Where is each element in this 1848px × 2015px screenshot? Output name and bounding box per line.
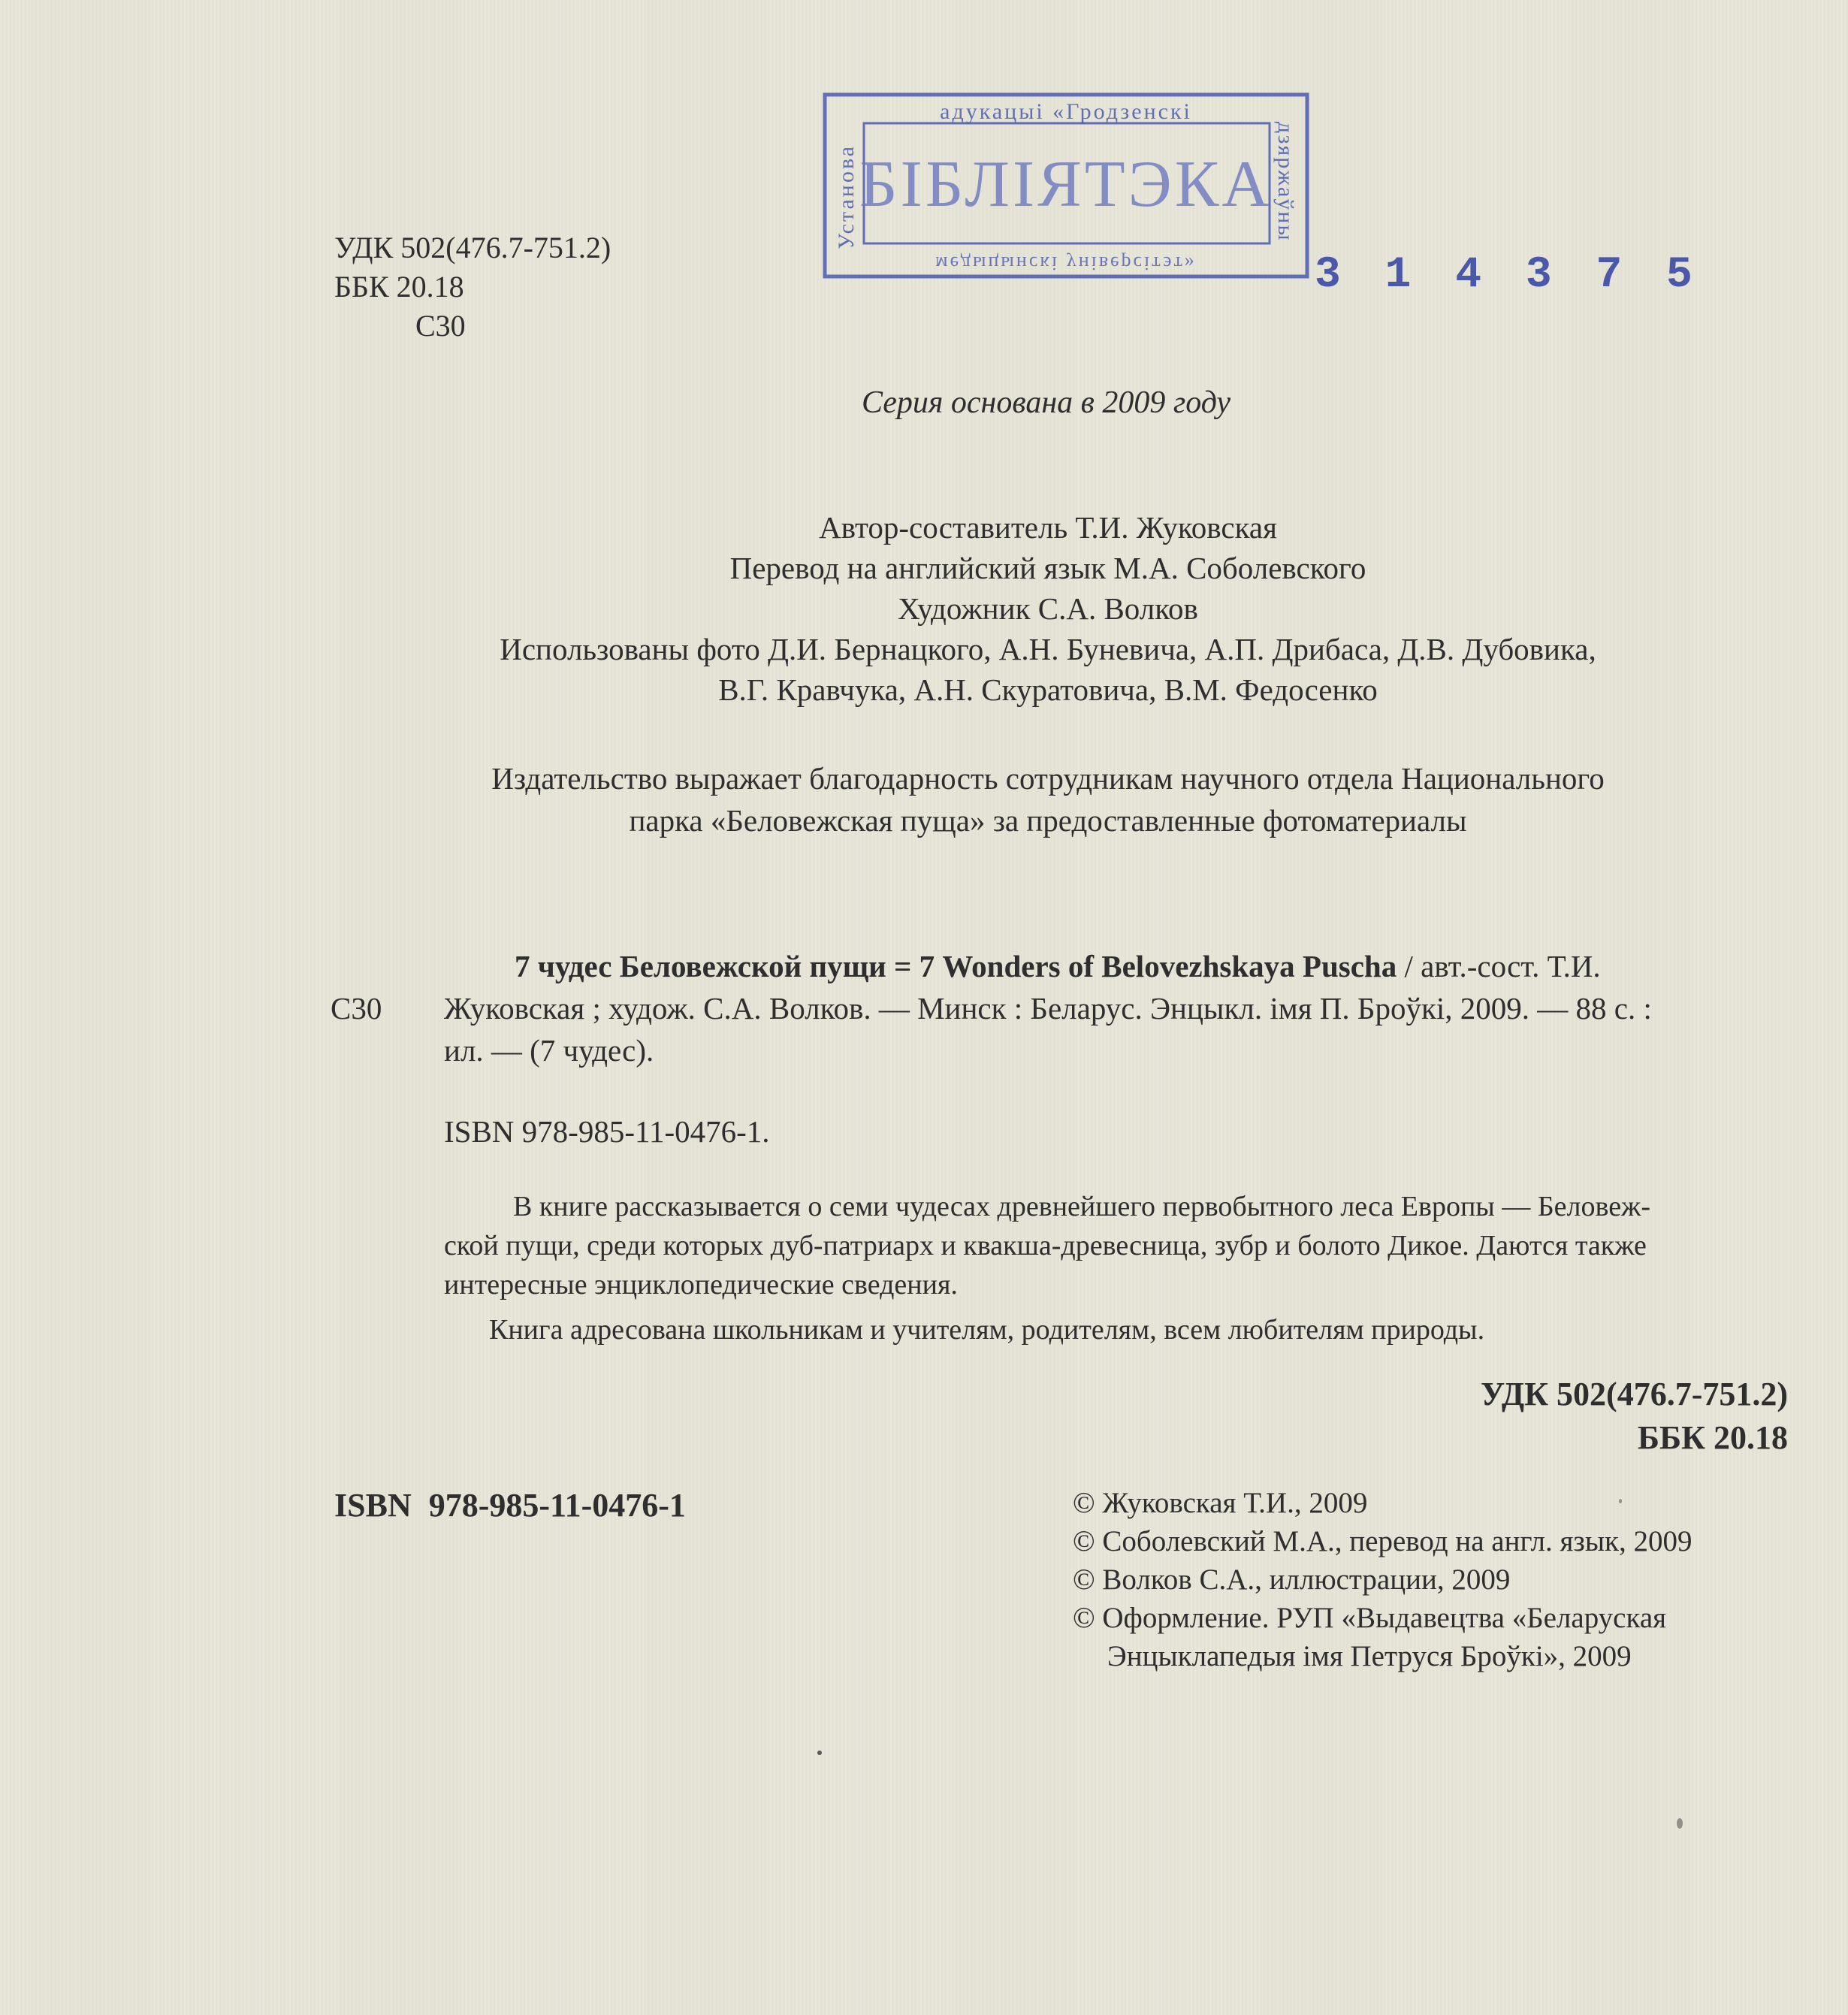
author-mark-top: С30	[415, 309, 466, 343]
credits-block	[331, 507, 1765, 710]
annotation	[444, 1187, 1789, 1349]
credit-line: В.Г. Кравчука, А.Н. Скуратовича, В.М. Федосенко	[718, 672, 1378, 707]
isbn-bottom: ISBN 978-985-11-0476-1	[334, 1487, 686, 1524]
library-stamp	[822, 92, 1310, 279]
paper-speck	[817, 1751, 822, 1755]
stamp-top-text: адукацыі «Гродзенскі	[940, 99, 1192, 124]
copyright-line: Энцыклапедыя імя Петруся Броўкі», 2009	[1107, 1640, 1632, 1672]
annotation-line: ской пущи, среди которых дуб-патриарх и квакша-древесница, зубр и болото Дикое. Даются также	[444, 1230, 1647, 1261]
bibliographic-record	[444, 945, 1789, 1071]
stamp-bottom-text: медыцынскі універсітэт»	[935, 252, 1197, 274]
series-note: Серия основана в 2009 году	[861, 385, 1231, 420]
author-mark: С30	[331, 991, 382, 1026]
copyright-line: © Соболевский М.А., перевод на англ. язык, 2009	[1073, 1525, 1692, 1557]
copyright-block	[1073, 1484, 1692, 1675]
credit-line: Автор-составитель Т.И. Жуковская	[819, 510, 1277, 545]
book-title: 7 чудес Беловежской пущи = 7 Wonders of Belovezhskaya Puscha	[515, 949, 1397, 983]
stamp-center-text: БІБЛІЯТЭКА	[859, 148, 1273, 221]
stamp-left-text: Установа	[834, 144, 859, 249]
acknowledgement-block	[331, 757, 1765, 841]
acknowledgement-line: парка «Беловежская пуща» за предоставленные фотоматериалы	[629, 803, 1467, 838]
annotation-line: интересные энциклопедические сведения.	[444, 1269, 958, 1301]
annotation-audience: Книга адресована школьникам и учителям, родителям, всем любителям природы.	[489, 1314, 1485, 1346]
paper-speck	[1677, 1818, 1683, 1829]
stamp-right-text: дзяржаўны	[1273, 122, 1298, 242]
bbk-code-top: ББК 20.18	[334, 270, 464, 304]
inventory-number: 3 1 4 3 7 5	[1315, 251, 1702, 300]
copyright-line: © Жуковская Т.И., 2009	[1073, 1487, 1368, 1519]
udk-code-bottom: УДК 502(476.7-751.2)	[1481, 1376, 1788, 1412]
isbn-record: ISBN 978-985-11-0476-1.	[444, 1114, 770, 1149]
annotation-line: В книге рассказывается о семи чудесах древнейшего первобытного леса Европы — Беловеж-	[513, 1191, 1650, 1222]
record-line-2: Жуковская ; худож. С.А. Волков. — Минск : Беларус. Энцыкл. імя П. Броўкі, 2009. — 88 с. :	[444, 991, 1652, 1026]
credit-line: Перевод на английский язык М.А. Соболевского	[729, 551, 1366, 585]
udk-code-top: УДК 502(476.7-751.2)	[334, 231, 611, 264]
record-line-3: ил. — (7 чудес).	[444, 1033, 654, 1068]
paper-speck	[1619, 1499, 1622, 1503]
acknowledgement-line: Издательство выражает благодарность сотрудникам научного отдела Национального	[491, 761, 1605, 796]
record-line-1-rest: / авт.-сост. Т.И.	[1397, 949, 1601, 983]
credit-line: Художник С.А. Волков	[898, 591, 1198, 626]
svg-text:Установа	[834, 144, 859, 249]
credit-line: Использованы фото Д.И. Бернацкого, А.Н. Буневича, А.П. Дрибаса, Д.В. Дубовика,	[500, 632, 1596, 666]
svg-text:дзяржаўны	[1273, 122, 1298, 242]
bbk-code-bottom: ББК 20.18	[1637, 1419, 1788, 1456]
copyright-line: © Оформление. РУП «Выдавецтва «Беларуская	[1073, 1602, 1667, 1634]
copyright-line: © Волков С.А., иллюстрации, 2009	[1073, 1563, 1511, 1596]
